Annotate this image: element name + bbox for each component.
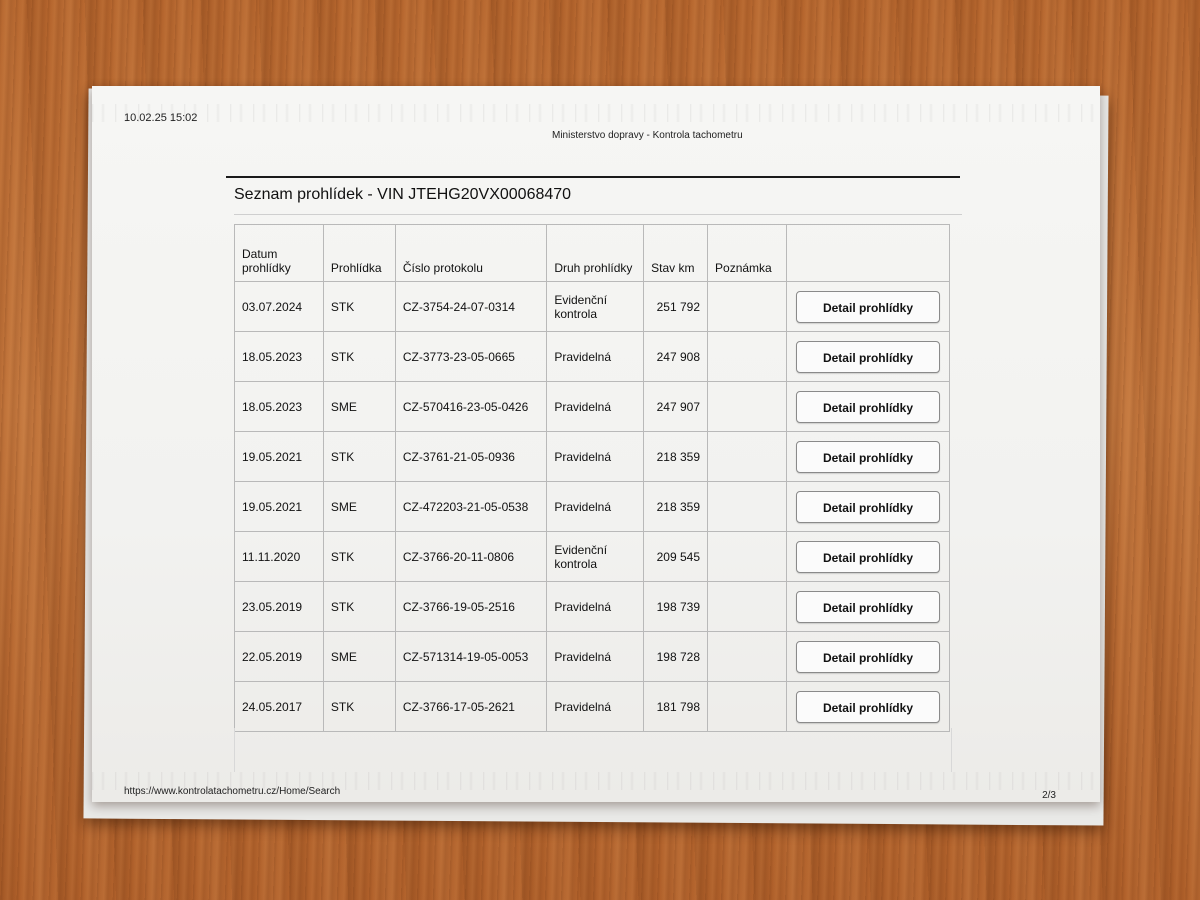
cell-km: 198 728	[644, 632, 708, 682]
cell-km: 198 739	[644, 582, 708, 632]
table-row	[235, 482, 950, 532]
print-noise-top	[92, 104, 1100, 122]
table-row	[235, 332, 950, 382]
detail-inspection-button[interactable]: Detail prohlídky	[796, 341, 940, 373]
table-row	[235, 682, 950, 732]
cell-note	[708, 682, 787, 732]
column-header-action	[786, 225, 949, 282]
cell-protocol: CZ-3754-24-07-0314	[395, 282, 546, 332]
cell-km: 181 798	[644, 682, 708, 732]
cell-kind: Pravidelná	[547, 332, 644, 382]
detail-inspection-button[interactable]: Detail prohlídky	[796, 391, 940, 423]
table-body	[235, 282, 950, 732]
print-datetime: 10.02.25 15:02	[124, 112, 198, 124]
detail-inspection-button[interactable]: Detail prohlídky	[796, 591, 940, 623]
cell-note	[708, 532, 787, 582]
cell-date: 18.05.2023	[235, 382, 324, 432]
cell-note	[708, 282, 787, 332]
cell-action	[786, 382, 949, 432]
cell-km: 218 359	[644, 432, 708, 482]
cell-km: 251 792	[644, 282, 708, 332]
print-site-title: Ministerstvo dopravy - Kontrola tachometru	[552, 130, 743, 141]
column-header-type: Prohlídka	[323, 225, 395, 282]
cell-protocol: CZ-3766-17-05-2621	[395, 682, 546, 732]
detail-inspection-button[interactable]: Detail prohlídky	[796, 641, 940, 673]
cell-action	[786, 632, 949, 682]
cell-kind: Pravidelná	[547, 482, 644, 532]
cell-protocol: CZ-3766-19-05-2516	[395, 582, 546, 632]
cell-date: 19.05.2021	[235, 432, 324, 482]
cell-date: 19.05.2021	[235, 482, 324, 532]
cell-type: STK	[323, 532, 395, 582]
cell-km: 209 545	[644, 532, 708, 582]
table-row	[235, 632, 950, 682]
column-header-date: Datum prohlídky	[235, 225, 324, 282]
cell-date: 11.11.2020	[235, 532, 324, 582]
cell-type: STK	[323, 332, 395, 382]
cell-action	[786, 532, 949, 582]
cell-date: 22.05.2019	[235, 632, 324, 682]
print-footer-url: https://www.kontrolatachometru.cz/Home/Search	[124, 786, 341, 797]
cell-note	[708, 482, 787, 532]
cell-type: SME	[323, 382, 395, 432]
column-header-kind: Druh prohlídky	[547, 225, 644, 282]
header-rule	[226, 176, 960, 178]
cell-note	[708, 332, 787, 382]
detail-inspection-button[interactable]: Detail prohlídky	[796, 541, 940, 573]
table-header-row	[235, 225, 950, 282]
cell-action	[786, 682, 949, 732]
cell-protocol: CZ-472203-21-05-0538	[395, 482, 546, 532]
cell-note	[708, 582, 787, 632]
cell-kind: Pravidelná	[547, 382, 644, 432]
cell-action	[786, 332, 949, 382]
cell-type: SME	[323, 482, 395, 532]
cell-kind: Evidenční kontrola	[547, 532, 644, 582]
cell-km: 218 359	[644, 482, 708, 532]
cell-date: 18.05.2023	[235, 332, 324, 382]
cell-kind: Pravidelná	[547, 682, 644, 732]
cell-kind: Evidenční kontrola	[547, 282, 644, 332]
cell-kind: Pravidelná	[547, 432, 644, 482]
detail-inspection-button[interactable]: Detail prohlídky	[796, 291, 940, 323]
cell-protocol: CZ-570416-23-05-0426	[395, 382, 546, 432]
print-page-number: 2/3	[1042, 790, 1056, 801]
column-header-note: Poznámka	[708, 225, 787, 282]
cell-protocol: CZ-571314-19-05-0053	[395, 632, 546, 682]
cell-note	[708, 632, 787, 682]
cell-date: 03.07.2024	[235, 282, 324, 332]
printed-page	[92, 86, 1100, 802]
table-row	[235, 282, 950, 332]
cell-km: 247 908	[644, 332, 708, 382]
cell-date: 23.05.2019	[235, 582, 324, 632]
cell-action	[786, 582, 949, 632]
cell-action	[786, 482, 949, 532]
detail-inspection-button[interactable]: Detail prohlídky	[796, 691, 940, 723]
table-bottom-area	[234, 728, 952, 772]
table-row	[235, 582, 950, 632]
detail-inspection-button[interactable]: Detail prohlídky	[796, 491, 940, 523]
inspection-table	[234, 224, 950, 732]
table-row	[235, 382, 950, 432]
cell-kind: Pravidelná	[547, 632, 644, 682]
detail-inspection-button[interactable]: Detail prohlídky	[796, 441, 940, 473]
cell-action	[786, 432, 949, 482]
cell-protocol: CZ-3766-20-11-0806	[395, 532, 546, 582]
cell-type: STK	[323, 682, 395, 732]
table-row	[235, 432, 950, 482]
cell-type: STK	[323, 582, 395, 632]
cell-type: STK	[323, 432, 395, 482]
cell-type: STK	[323, 282, 395, 332]
cell-action	[786, 282, 949, 332]
cell-km: 247 907	[644, 382, 708, 432]
cell-type: SME	[323, 632, 395, 682]
title-divider	[234, 214, 962, 215]
column-header-protocol: Číslo protokolu	[395, 225, 546, 282]
cell-protocol: CZ-3773-23-05-0665	[395, 332, 546, 382]
cell-date: 24.05.2017	[235, 682, 324, 732]
cell-kind: Pravidelná	[547, 582, 644, 632]
table-row	[235, 532, 950, 582]
page-title: Seznam prohlídek - VIN JTEHG20VX00068470	[234, 186, 572, 203]
column-header-km: Stav km	[644, 225, 708, 282]
cell-protocol: CZ-3761-21-05-0936	[395, 432, 546, 482]
cell-note	[708, 432, 787, 482]
cell-note	[708, 382, 787, 432]
